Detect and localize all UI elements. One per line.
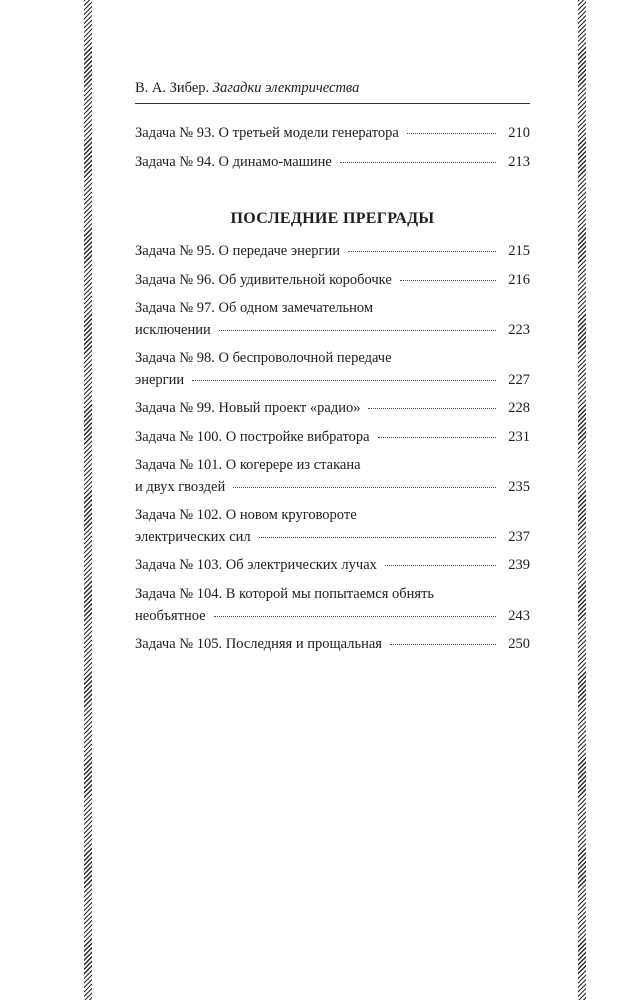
entry-title-continued: и двух гвоздей	[135, 479, 226, 495]
entry-title: Задача № 102. О новом круговороте	[135, 507, 357, 523]
entry-title: Задача № 98. О беспроволочной передаче	[135, 350, 392, 366]
toc-entry[interactable]	[135, 151, 530, 173]
entry-title: Задача № 101. О когерере из стакана	[135, 457, 361, 473]
toc-entry[interactable]	[135, 426, 530, 448]
entry-page-number: 223	[508, 322, 530, 338]
entry-title: Задача № 97. Об одном замечательном	[135, 300, 374, 316]
entry-page-number: 228	[508, 400, 530, 416]
toc-entry[interactable]	[135, 554, 530, 576]
toc-entry[interactable]	[135, 122, 530, 144]
leader-dots	[385, 564, 496, 566]
leader-dots	[348, 250, 496, 252]
entry-page-number: 235	[508, 479, 530, 495]
entry-page-number: 231	[508, 429, 530, 445]
leader-dots	[400, 279, 496, 281]
section-title: ПОСЛЕДНИЕ ПРЕГРАДЫ	[230, 210, 435, 227]
running-head	[135, 80, 530, 104]
entry-title: Задача № 99. Новый проект «радио»	[135, 400, 361, 416]
toc-entry[interactable]	[135, 297, 530, 341]
entry-title: Задача № 100. О постройке вибратора	[135, 429, 370, 445]
leader-dots	[390, 643, 496, 645]
toc-entry[interactable]	[135, 240, 530, 262]
entry-title-continued: электрических сил	[135, 529, 251, 545]
decorative-left-border	[84, 0, 92, 1000]
entry-page-number: 210	[508, 125, 530, 141]
entry-page-number: 215	[508, 243, 530, 259]
header-author: В. А. Зибер.	[135, 80, 210, 96]
entry-title: Задача № 104. В которой мы попытаемся обнять	[135, 586, 435, 602]
leader-dots	[214, 615, 496, 617]
leader-dots	[378, 436, 496, 438]
toc-entry[interactable]	[135, 269, 530, 291]
header-book-title: Загадки электричества	[212, 80, 360, 96]
entry-title: Задача № 103. Об электрических лучах	[135, 557, 377, 573]
entry-title: Задача № 105. Последняя и прощальная	[135, 636, 382, 652]
entry-title: Задача № 93. О третьей модели генератора	[135, 125, 399, 141]
entry-title: Задача № 94. О динамо-машине	[135, 154, 332, 170]
entry-page-number: 237	[508, 529, 530, 545]
toc-page	[135, 0, 530, 1000]
entry-page-number: 239	[508, 557, 530, 573]
toc-entry[interactable]	[135, 583, 530, 627]
entry-page-number: 243	[508, 608, 530, 624]
entry-title-continued: исключении	[135, 322, 211, 338]
entry-title-continued: необъятное	[135, 608, 206, 624]
entry-page-number: 227	[508, 372, 530, 388]
toc-entry[interactable]	[135, 454, 530, 498]
leader-dots	[233, 486, 496, 488]
toc-entry[interactable]	[135, 504, 530, 548]
toc-entry[interactable]	[135, 347, 530, 391]
entry-page-number: 216	[508, 272, 530, 288]
entry-title-continued: энергии	[135, 372, 185, 388]
entry-title: Задача № 96. Об удивительной коробочке	[135, 272, 392, 288]
toc-entry[interactable]	[135, 633, 530, 655]
entry-title: Задача № 95. О передаче энергии	[135, 243, 341, 259]
leader-dots	[407, 132, 496, 134]
entry-page-number: 250	[508, 636, 530, 652]
leader-dots	[340, 161, 496, 163]
leader-dots	[259, 536, 496, 538]
leader-dots	[368, 407, 496, 409]
decorative-right-border	[578, 0, 586, 1000]
entry-page-number: 213	[508, 154, 530, 170]
leader-dots	[219, 329, 496, 331]
leader-dots	[192, 379, 496, 381]
toc-entry[interactable]	[135, 397, 530, 419]
